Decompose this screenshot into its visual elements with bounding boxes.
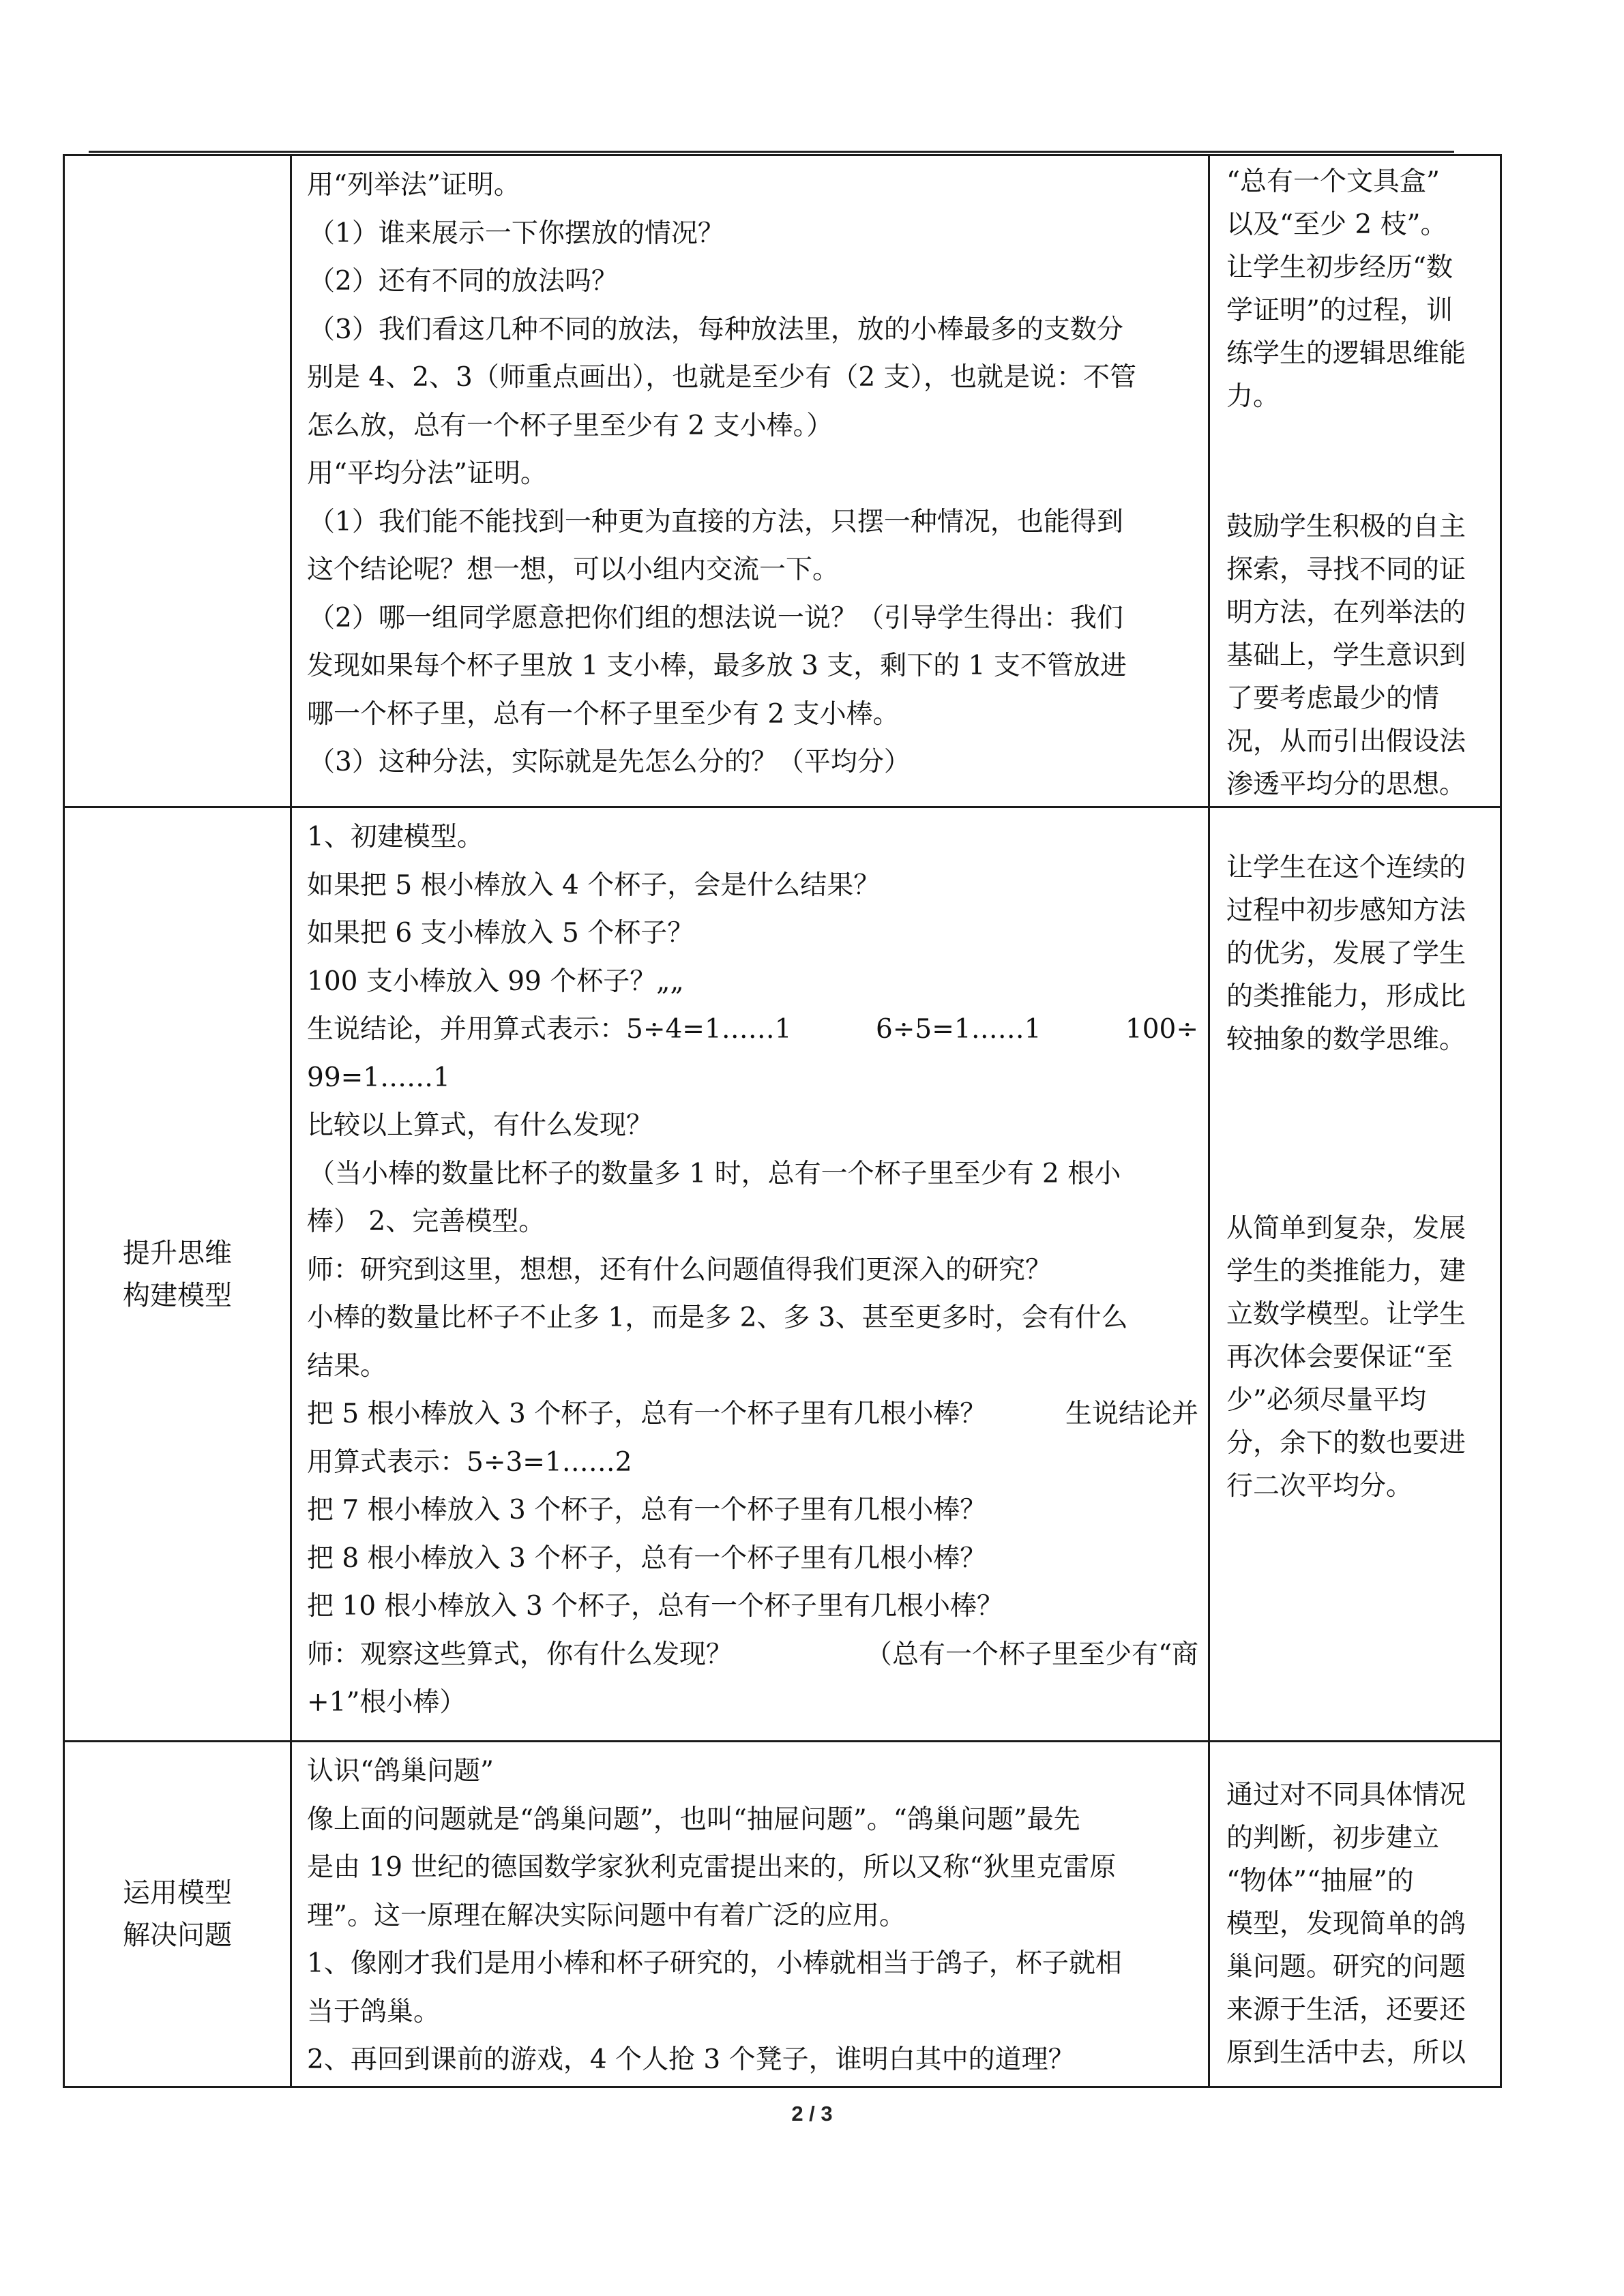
text-line: 如果把 5 根小棒放入 4 个杯子，会是什么结果？ xyxy=(307,869,881,901)
intent-line: 过程中初步感知方法 xyxy=(1226,895,1466,926)
intent-line: 模型，发现简单的鸽 xyxy=(1226,1909,1466,1939)
spacer xyxy=(1226,1061,1493,1207)
stage-label: 构建模型 xyxy=(123,1279,232,1311)
text-line: 结果。 xyxy=(307,1350,387,1382)
intent-line: 鼓励学生积极的自主 xyxy=(1226,511,1466,542)
text-line: 用“列举法”证明。 xyxy=(307,170,520,200)
text-line: （2）哪一组同学愿意把你们组的想法说一说？（引导学生得出：我们 xyxy=(308,602,1123,633)
intent-line: 学生的类推能力，建 xyxy=(1226,1256,1466,1287)
stage-label: 提升思维 xyxy=(123,1237,232,1269)
text-line: 1、像刚才我们是用小棒和杯子研究的，小棒就相当于鸽子，杯子就相 xyxy=(307,1948,1122,1979)
intent-line: 让学生在这个连续的 xyxy=(1226,852,1466,883)
intent-cell xyxy=(1209,155,1501,807)
spacer xyxy=(1226,812,1493,846)
text-line: 1、初建模型。 xyxy=(307,822,484,852)
text-line: （1）我们能不能找到一种更为直接的方法，只摆一种情况，也能得到 xyxy=(308,506,1123,537)
text-line: 发现如果每个杯子里放 1 支小棒，最多放 3 支，剩下的 1 支不管放进 xyxy=(307,651,1127,681)
text-line: 理”。这一原理在解决实际问题中有着广泛的应用。 xyxy=(307,1900,906,1931)
intent-line: 以及“至少 2 枝”。 xyxy=(1226,209,1447,240)
text-line: 是由 19 世纪的德国数学家狄利克雷提出来的，所以又称“狄里克雷原 xyxy=(307,1852,1117,1883)
intent-line: 立数学模型。让学生 xyxy=(1226,1299,1466,1330)
text-line: 小棒的数量比杯子不止多 1，而是多 2、多 3、甚至更多时，会有什么 xyxy=(307,1302,1128,1333)
intent-line: 练学生的逻辑思维能 xyxy=(1226,338,1466,369)
question: 师：观察这些算式，你有什么发现？ xyxy=(307,1639,733,1670)
text-line: 怎么放，总有一个杯子里至少有 2 支小棒。） xyxy=(307,410,833,441)
intent-line: 来源于生活，还要还 xyxy=(1226,1995,1466,2025)
formula: 100÷ xyxy=(1125,1014,1198,1045)
page-number: 2 / 3 xyxy=(791,2102,833,2126)
intent-line: 少”必须尽量平均 xyxy=(1226,1385,1426,1416)
intent-line: 了要考虑最少的情 xyxy=(1226,683,1440,714)
formula: 生说结论，并用算式表示：5÷4=1……1 xyxy=(307,1014,792,1045)
stage-cell xyxy=(64,1742,291,2087)
text-line: （3）这种分法，实际就是先怎么分的？（平均分） xyxy=(308,747,911,777)
text-line: （1）谁来展示一下你摆放的情况？ xyxy=(308,218,724,249)
stage-label: 解决问题 xyxy=(123,1920,232,1951)
formula: 6÷5=1……1 xyxy=(875,1014,1042,1045)
table-row xyxy=(64,807,1501,1742)
text-line: 把 7 根小棒放入 3 个杯子，总有一个杯子里有几根小棒？ xyxy=(307,1495,987,1525)
intent-line: 通过对不同具体情况 xyxy=(1226,1780,1466,1810)
text-line xyxy=(307,1631,1198,1680)
text-line: 99=1……1 xyxy=(307,1062,450,1093)
text-line: 2、再回到课前的游戏，4 个人抢 3 个凳子，谁明白其中的道理？ xyxy=(307,2044,1075,2075)
text-line: 比较以上算式，有什么发现？ xyxy=(307,1110,653,1141)
text-line: （当小棒的数量比杯子的数量多 1 时，总有一个杯子里至少有 2 根小 xyxy=(308,1158,1121,1189)
text-line: 这个结论呢？想一想，可以小组内交流一下。 xyxy=(307,554,840,585)
formula-line xyxy=(307,1006,1198,1054)
text-line: （2）还有不同的放法吗？ xyxy=(308,266,618,297)
stage-cell xyxy=(64,155,291,807)
note: （总有一个杯子里至少有“商 xyxy=(866,1639,1198,1670)
process-cell xyxy=(291,155,1209,807)
text-line: 师：研究到这里，想想，还有什么问题值得我们更深入的研究？ xyxy=(307,1254,1052,1285)
intent-line: 探索，寻找不同的证 xyxy=(1226,554,1466,585)
intent-line: 巢问题。研究的问题 xyxy=(1226,1952,1466,1982)
intent-line: 力。 xyxy=(1226,381,1280,412)
text-line: 哪一个杯子里，总有一个杯子里至少有 2 支小棒。 xyxy=(307,698,900,730)
text-line: 当于鸽巢。 xyxy=(307,1996,441,2027)
header-rule xyxy=(89,151,1454,153)
text-line: 别是 4、2、3（师重点画出），也就是至少有（2 支），也就是说：不管 xyxy=(307,362,1137,393)
intent-line: 的类推能力，形成比 xyxy=(1226,981,1466,1012)
text-line: 100 支小棒放入 99 个杯子？„„ xyxy=(307,966,684,997)
text-line: 把 10 根小棒放入 3 个杯子，总有一个杯子里有几根小棒？ xyxy=(307,1591,1004,1622)
intent-line: “总有一个文具盒” xyxy=(1226,166,1440,197)
intent-line: 况，从而引出假设法 xyxy=(1226,726,1466,757)
intent-line: 再次体会要保证“至 xyxy=(1226,1342,1453,1373)
text-line: 用算式表示：5÷3=1……2 xyxy=(307,1446,632,1478)
intent-cell xyxy=(1209,807,1501,1742)
intent-cell xyxy=(1209,1742,1501,2087)
intent-line: 原到生活中去，所以 xyxy=(1226,2038,1466,2068)
text-line: 棒） 2、完善模型。 xyxy=(307,1206,546,1237)
table-row xyxy=(64,1742,1501,2087)
intent-line: 学证明”的过程，训 xyxy=(1226,295,1453,326)
intent-line: 明方法，在列举法的 xyxy=(1226,597,1466,628)
note: 生说结论并 xyxy=(1065,1399,1198,1429)
process-cell xyxy=(291,807,1209,1742)
stage-cell xyxy=(64,807,291,1742)
table-row xyxy=(64,155,1501,807)
text-line: （3）我们看这几种不同的放法，每种放法里，放的小棒最多的支数分 xyxy=(308,314,1123,345)
text-line: +1”根小棒） xyxy=(307,1687,467,1718)
intent-line: 让学生初步经历“数 xyxy=(1226,252,1453,283)
intent-line: 行二次平均分。 xyxy=(1226,1471,1413,1502)
text-line: 像上面的问题就是“鸽巢问题”，也叫“抽屉问题”。“鸽巢问题”最先 xyxy=(307,1804,1080,1835)
intent-line: “物体”“抽屉”的 xyxy=(1226,1866,1414,1896)
spacer xyxy=(1226,418,1493,505)
intent-line: 分，余下的数也要进 xyxy=(1226,1428,1466,1459)
intent-line: 的判断，初步建立 xyxy=(1226,1823,1440,1853)
intent-line: 渗透平均分的思想。 xyxy=(1226,769,1466,800)
text-line: 用“平均分法”证明。 xyxy=(307,458,547,489)
text-line xyxy=(307,1390,1198,1439)
intent-line: 从简单到复杂，发展 xyxy=(1226,1213,1466,1244)
text-line: 认识“鸽巢问题” xyxy=(307,1756,494,1787)
question: 把 5 根小棒放入 3 个杯子，总有一个杯子里有几根小棒？ xyxy=(307,1399,987,1429)
stage-label: 运用模型 xyxy=(123,1877,232,1909)
intent-line: 基础上，学生意识到 xyxy=(1226,640,1466,671)
text-line: 把 8 根小棒放入 3 个杯子，总有一个杯子里有几根小棒？ xyxy=(307,1542,987,1574)
process-cell xyxy=(291,1742,1209,2087)
intent-line: 的优劣，发展了学生 xyxy=(1226,938,1466,969)
lesson-plan-table xyxy=(63,154,1502,2088)
intent-line: 较抽象的数学思维。 xyxy=(1226,1024,1466,1055)
text-line: 如果把 6 支小棒放入 5 个杯子？ xyxy=(307,918,694,949)
spacer xyxy=(1226,1746,1493,1774)
